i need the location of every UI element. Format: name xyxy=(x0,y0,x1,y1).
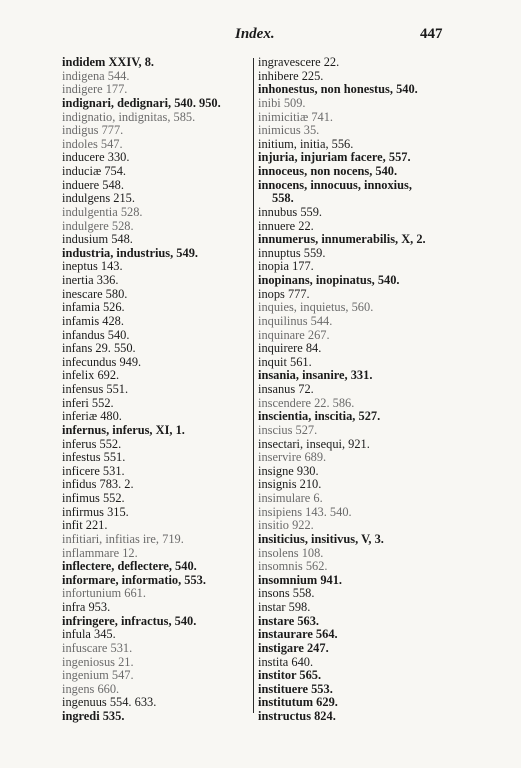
index-entry: infortunium 661. xyxy=(62,586,146,601)
index-entry: inquirere 84. xyxy=(258,341,322,356)
index-entry: inficere 531. xyxy=(62,463,125,478)
index-entry: inferi 552. xyxy=(62,395,114,410)
index-entry: instare 563. xyxy=(258,613,320,628)
index-entry: initium, initia, 556. xyxy=(258,136,354,151)
index-entry: industria, industrius, 549. xyxy=(62,245,198,260)
index-entry: innoceus, non nocens, 540. xyxy=(258,164,398,178)
index-entry: institor 565. xyxy=(258,668,322,683)
index-entry: instita 640. xyxy=(258,654,314,669)
index-entry: infra 953. xyxy=(62,600,111,614)
index-entry: ingenuus 554. 633. xyxy=(62,695,157,710)
index-entry: inferus 552. xyxy=(62,436,122,451)
index-entry: ingens 660. xyxy=(62,681,120,696)
index-column-right xyxy=(258,56,458,724)
index-entry: infirmus 315. xyxy=(62,504,129,519)
index-entry: infitiari, infitias ire, 719. xyxy=(62,531,184,546)
index-entry: insipiens 143. 540. xyxy=(258,504,352,519)
index-entry: inscendere 22. 586. xyxy=(258,395,355,410)
index-entry: instaurare 564. xyxy=(258,627,338,642)
index-entry: insectari, insequi, 921. xyxy=(258,436,370,451)
index-entry: infensus 551. xyxy=(62,382,129,396)
index-entry: insomnium 941. xyxy=(258,572,342,587)
index-entry: ingenium 547. xyxy=(62,668,134,683)
index-entry: insania, insanire, 331. xyxy=(258,368,373,383)
index-entry: innumerus, innumerabilis, X, 2. xyxy=(258,232,426,247)
index-entry: indoles 547. xyxy=(62,136,123,151)
index-entry: infecundus 949. xyxy=(62,354,142,369)
index-entry: inscius 527. xyxy=(258,422,318,437)
index-entry: inquit 561. xyxy=(258,354,312,369)
index-entry: insitio 922. xyxy=(258,518,314,533)
index-entry: inscientia, inscitia, 527. xyxy=(258,409,381,424)
index-entry: inquilinus 544. xyxy=(258,313,333,328)
index-column-left xyxy=(62,56,250,724)
index-entry: insolens 108. xyxy=(258,545,324,560)
index-entry: inopia 177. xyxy=(258,259,314,274)
index-entry: insomnis 562. xyxy=(258,559,328,574)
index-entry: infimus 552. xyxy=(62,491,125,505)
index-entry: inimicitiæ 741. xyxy=(258,109,334,124)
running-title: Index. xyxy=(235,26,275,42)
index-entry: inopinans, inopinatus, 540. xyxy=(258,273,400,287)
index-entry: insanus 72. xyxy=(258,382,314,396)
index-entry: infamia 526. xyxy=(62,300,125,315)
index-entry: insignis 210. xyxy=(258,477,322,492)
index-entry: inertia 336. xyxy=(62,273,119,287)
index-entry: inquinare 267. xyxy=(258,327,330,342)
index-entry: indigena 544. xyxy=(62,68,130,83)
index-entry: indulgere 528. xyxy=(62,218,134,233)
index-entry: ingeniosus 21. xyxy=(62,654,134,669)
index-entry: infans 29. 550. xyxy=(62,341,136,356)
index-entry: infit 221. xyxy=(62,518,108,533)
index-entry: induciæ 754. xyxy=(62,164,127,178)
index-entry: informare, informatio, 553. xyxy=(62,572,206,587)
index-entry: infamis 428. xyxy=(62,313,124,328)
index-entry: inhonestus, non honestus, 540. xyxy=(258,82,418,97)
index-entry: ingredi 535. xyxy=(62,709,125,723)
index-entry: infula 345. xyxy=(62,627,116,642)
page-number: 447 xyxy=(420,26,443,42)
index-entry: inducere 330. xyxy=(62,150,130,165)
index-entry: inferiæ 480. xyxy=(62,409,122,424)
index-entry: instructus 824. xyxy=(258,709,336,723)
index-entry: innubus 559. xyxy=(258,204,323,219)
index-entry: indigus 777. xyxy=(62,123,124,138)
index-entry: innocens, innocuus, innoxius, xyxy=(258,177,412,192)
index-entry: induere 548. xyxy=(62,177,124,192)
index-entry: indignatio, indignitas, 585. xyxy=(62,109,196,124)
index-entry: insons 558. xyxy=(258,586,315,601)
index-entry: innuptus 559. xyxy=(258,245,326,260)
index-entry: infidus 783. 2. xyxy=(62,477,134,492)
index-entry: indulgens 215. xyxy=(62,191,135,206)
index-entry: institutum 629. xyxy=(258,695,338,710)
index-entry: instituere 553. xyxy=(258,681,333,696)
index-entry: insimulare 6. xyxy=(258,491,323,505)
index-entry: ingravescere 22. xyxy=(258,55,340,69)
index-entry: inimicus 35. xyxy=(258,123,320,138)
index-entry: inflammare 12. xyxy=(62,545,138,560)
index-entry: infernus, inferus, XI, 1. xyxy=(62,422,185,437)
index-entry: injuria, injuriam facere, 557. xyxy=(258,150,411,165)
index-entry: inescare 580. xyxy=(62,286,128,301)
index-entry: 558. xyxy=(272,191,294,206)
index-entry: inquies, inquietus, 560. xyxy=(258,300,374,315)
index-entry: inhibere 225. xyxy=(258,68,324,83)
index-entry: ineptus 143. xyxy=(62,259,123,274)
index-entry: insigne 930. xyxy=(258,463,319,478)
index-entry: infestus 551. xyxy=(62,450,126,465)
page-header xyxy=(0,26,521,46)
index-entry: infuscare 531. xyxy=(62,640,133,655)
index-entry: infringere, infractus, 540. xyxy=(62,613,197,628)
index-entry: instigare 247. xyxy=(258,640,329,655)
index-entry: infelix 692. xyxy=(62,368,120,383)
index-entry: indulgentia 528. xyxy=(62,204,143,219)
index-entry: inflectere, deflectere, 540. xyxy=(62,559,197,574)
index-entry: insiticius, insitivus, V, 3. xyxy=(258,531,384,546)
index-entry: indigere 177. xyxy=(62,82,128,97)
index-entry: inibi 509. xyxy=(258,95,306,110)
index-entry: indidem XXIV, 8. xyxy=(62,55,155,69)
index-entry: instar 598. xyxy=(258,600,311,614)
index-entry: infandus 540. xyxy=(62,327,130,342)
index-entry: inservire 689. xyxy=(258,450,327,465)
index-entry: indusium 548. xyxy=(62,232,133,247)
index-entry: innuere 22. xyxy=(258,218,314,233)
index-entry: inops 777. xyxy=(258,286,310,301)
index-entry: indignari, dedignari, 540. 950. xyxy=(62,95,221,110)
column-divider xyxy=(253,58,254,713)
